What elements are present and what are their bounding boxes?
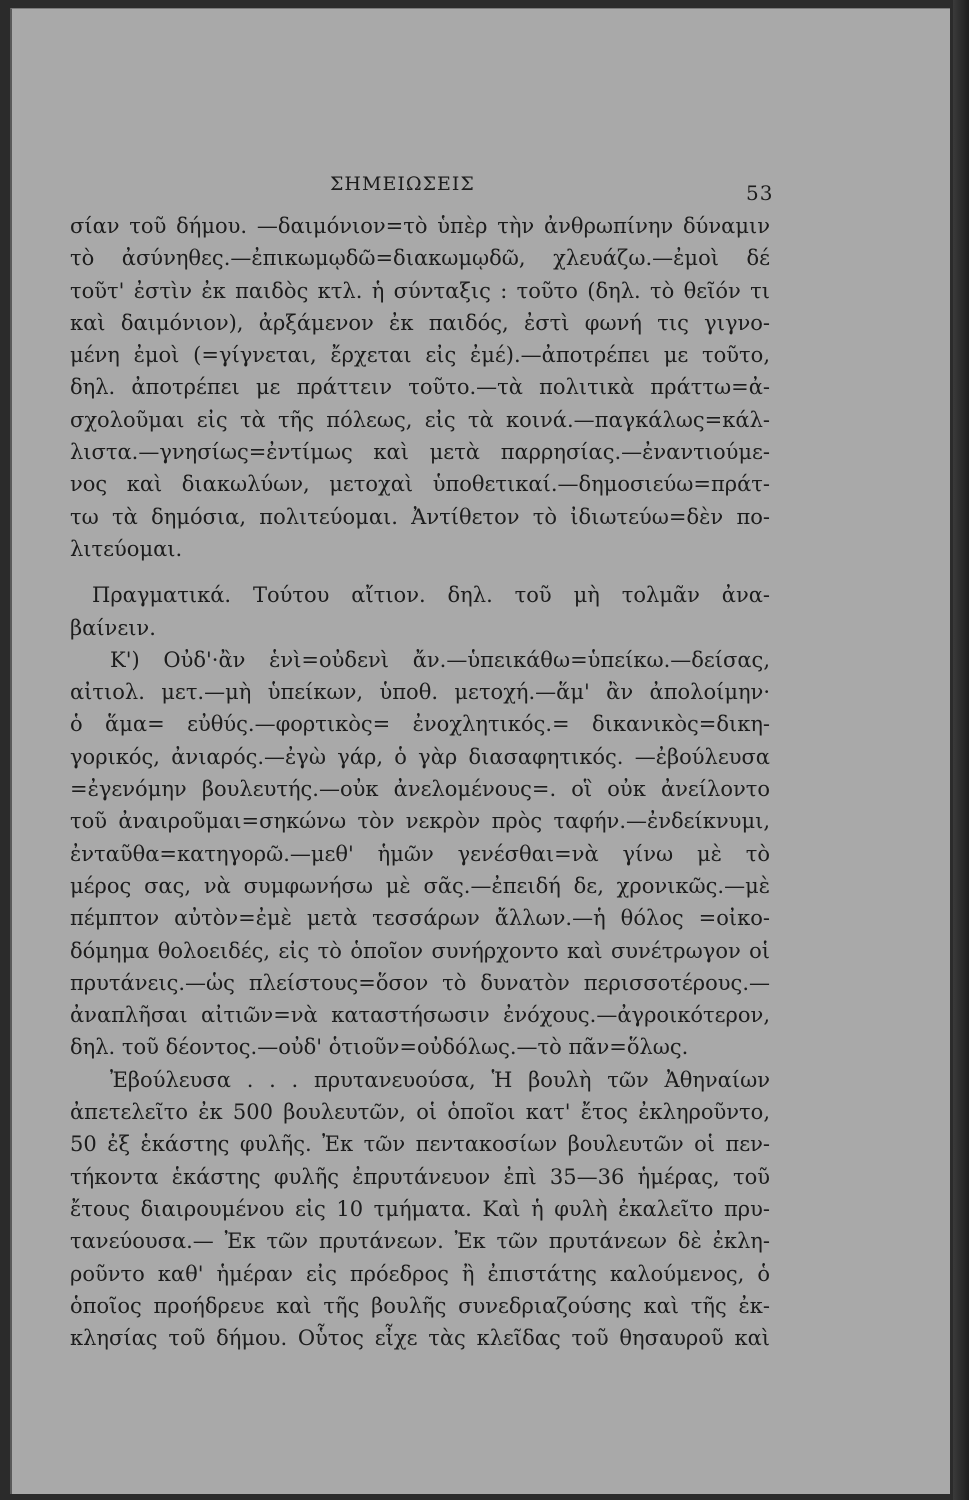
text-line: καὶ δαιμόνιον), ἀρξάμενον ἐκ παιδός, ἐστὶ φωνή τις γιγνο-: [70, 310, 770, 335]
text-line: πρυτάνεις.—ὡς πλείστους=ὅσον τὸ δυνατὸν περισσοτέρους.—: [70, 970, 770, 995]
text-line: βαίνειν.: [70, 615, 156, 640]
text-line: Κ') Οὐδ'·ἂν ἑνὶ=οὐδενὶ ἄν.—ὑπεικάθω=ὑπείκω.—δείσας,: [110, 647, 770, 672]
section-heading-line: Πραγματικά. Τούτου αἴτιον. δηλ. τοῦ μὴ τολμᾶν ἀνα-: [92, 583, 770, 608]
text-line: γορικός, ἀνιαρός.—ἐγὼ γάρ, ὁ γὰρ διασαφητικός. —ἐβούλευσα: [70, 744, 770, 769]
text-line: τὸ ἀσύνηθες.—ἐπικωμῳδῶ=διακωμῳδῶ, χλευάζω.—ἐμοὶ δέ: [70, 246, 770, 271]
text-line: ροῦντο καθ' ἡμέραν εἰς πρόεδρος ἢ ἐπιστάτης καλούμενος, ὁ: [70, 1261, 770, 1286]
text-line: 50 ἐξ ἑκάστης φυλῆς. Ἐκ τῶν πεντακοσίων βουλευτῶν οἱ πεν-: [70, 1132, 770, 1157]
text-line: σχολοῦμαι εἰς τὰ τῆς πόλεως, εἰς τὰ κοινά.—παγκάλως=κάλ-: [70, 407, 770, 432]
text-line: τήκοντα ἑκάστης φυλῆς ἐπρυτάνευον ἐπὶ 35—36 ἡμέρας, τοῦ: [70, 1164, 770, 1189]
text-line: ὁποῖος προήδρευε καὶ τῆς βουλῆς συνεδριαζούσης καὶ τῆς ἐκ-: [70, 1293, 770, 1318]
text-line: πέμπτον αὐτὸν=ἐμὲ μετὰ τεσσάρων ἄλλων.—ἡ θόλος =οἰκο-: [70, 906, 770, 931]
text-line: ἀναπλῆσαι αἰτιῶν=νὰ καταστήσωσιν ἐνόχους.—ἀγροικότερον,: [70, 1003, 770, 1028]
text-line: λιτεύομαι.: [70, 536, 183, 561]
page-number: 53: [746, 181, 774, 205]
text-line: αἰτιολ. μετ.—μὴ ὑπείκων, ὑποθ. μετοχή.—ἅμ' ἂν ἀπολοίμην·: [70, 680, 770, 705]
text-line: ἀπετελεῖτο ἐκ 500 βουλευτῶν, οἱ ὁποῖοι κατ' ἔτος ἐκληροῦντο,: [70, 1100, 770, 1125]
text-line: =ἐγενόμην βουλευτής.—οὐκ ἀνελομένους=. οἳ οὐκ ἀνείλοντο: [70, 777, 770, 802]
text-line: σίαν τοῦ δήμου. —δαιμόνιον=τὸ ὑπὲρ τὴν ἀνθρωπίνην δύναμιν: [70, 214, 770, 238]
text-line: μένη ἐμοὶ (=γίγνεται, ἔρχεται εἰς ἐμέ).—ἀποτρέπει με τοῦτο,: [70, 343, 770, 368]
page-edge-shadow: [953, 0, 969, 1500]
text-line: ἐνταῦθα=κατηγορῶ.—μεθ' ἡμῶν γενέσθαι=νὰ γίνω μὲ τὸ: [70, 841, 770, 866]
text-line: δηλ. τοῦ δέοντος.—οὐδ' ὁτιοῦν=οὐδόλως.—τὸ πᾶν=ὅλως.: [70, 1035, 689, 1060]
text-line: τανεύουσα.— Ἐκ τῶν πρυτάνεων. Ἐκ τῶν πρυτάνεων δὲ ἐκλη-: [70, 1229, 770, 1254]
text-line: ὁ ἅμα= εὐθύς.—φορτικὸς= ἐνοχλητικός.= δικανικὸς=δικη-: [70, 712, 770, 737]
text-line: λιστα.—γνησίως=ἐντίμως καὶ μετὰ παρρησίας.—ἐναντιούμε-: [70, 440, 770, 465]
text-line: νος καὶ διακωλύων, μετοχαὶ ὑποθετικαί.—δημοσιεύω=πράτ-: [70, 472, 770, 497]
text-line: δόμημα θολοειδές, εἰς τὸ ὁποῖον συνήρχοντο καὶ συνέτρωγον οἱ: [70, 938, 770, 963]
text-line: τοῦ ἀναιροῦμαι=σηκώνω τὸν νεκρὸν πρὸς ταφήν.—ἐνδείκνυμι,: [70, 809, 770, 834]
text-line: Ἐβούλευσα . . . πρυτανευούσα, Ἡ βουλὴ τῶν Ἀθηναίων: [110, 1067, 770, 1092]
running-title: ΣΗΜΕΙΩΣΕΙΣ: [330, 173, 475, 195]
text-line: τω τὰ δημόσια, πολιτεύομαι. Ἀντίθετον τὸ ἰδιωτεύω=δὲν πο-: [70, 504, 770, 529]
notes-body: [70, 210, 770, 1354]
text-line: τοῦτ' ἐστὶν ἐκ παιδὸς κτλ. ἡ σύνταξις : τοῦτο (δηλ. τὸ θεῖόν τι: [70, 278, 770, 303]
text-line: μέρος σας, νὰ συμφωνήσω μὲ σᾶς.—ἐπειδή δε, χρονικῶς.—μὲ: [70, 873, 770, 898]
text-line: ἔτους διαιρουμένου εἰς 10 τμήματα. Καὶ ἡ φυλὴ ἐκαλεῖτο πρυ-: [70, 1196, 770, 1221]
text-line: κλησίας τοῦ δήμου. Οὗτος εἶχε τὰς κλεῖδας τοῦ θησαυροῦ καὶ: [70, 1326, 770, 1351]
text-line: δηλ. ἀποτρέπει με πράττειν τοῦτο.—τὰ πολιτικὰ πράττω=ἀ-: [70, 375, 770, 400]
